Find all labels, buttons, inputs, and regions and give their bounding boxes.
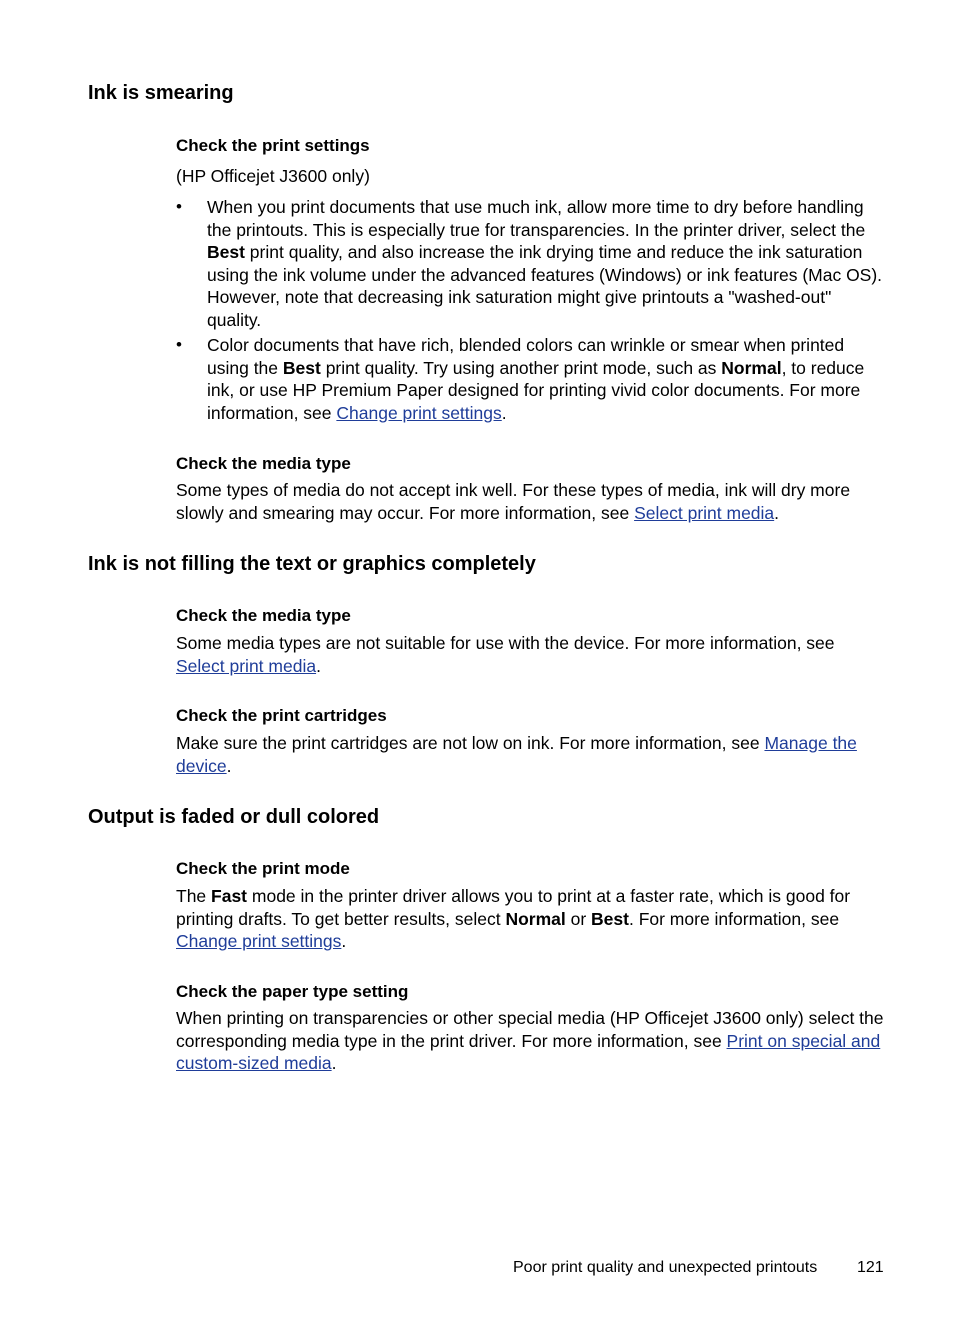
- section-heading-ink-not-filling: Ink is not filling the text or graphics completely: [88, 553, 536, 575]
- subheading-check-print-settings: Check the print settings: [176, 136, 370, 155]
- subheading-check-media-type: Check the media type: [176, 454, 351, 473]
- manage-device-link[interactable]: Manage the device: [176, 733, 857, 776]
- bullet-item-rich-colors: Color documents that have rich, blended colors can wrinkle or smear when printed using the Best print quality. Try using another print mode, such as Normal, to reduce ink, or use HP Premium Paper designed for printing vivid color documents. For more information, see Change print settings.: [207, 335, 865, 423]
- paragraph-media-suitability: Some media types are not suitable for use with the device. For more information, see Select print media.: [176, 633, 835, 676]
- paragraph-paper-type: When printing on transparencies or other special media (HP Officejet J3600 only) select the corresponding media type in the print driver. For more information, see Print on special and custom-sized media.: [176, 1008, 884, 1073]
- section-heading-ink-smearing: Ink is smearing: [88, 82, 234, 104]
- select-print-media-link[interactable]: Select print media: [634, 502, 775, 523]
- footer-page-number: 121: [857, 1259, 884, 1276]
- bullet-item-drying-time: When you print documents that use much ink, allow more time to dry before handling the printouts. This is especially true for transparencies. In the printer driver, select the Best print quality, and also increase the ink drying time and reduce the ink saturation using the ink volume under the advanced features (Windows) or ink features (Mac OS). However, note that decreasing ink saturation might give printouts a "washed-out" quality.: [207, 197, 883, 330]
- print-special-media-link[interactable]: Print on special and custom-sized media: [176, 1030, 881, 1073]
- bullet-marker: •: [176, 335, 182, 354]
- subheading-check-print-cartridges: Check the print cartridges: [176, 706, 387, 725]
- change-print-settings-link[interactable]: Change print settings: [176, 931, 342, 951]
- change-print-settings-link[interactable]: Change print settings: [336, 402, 502, 423]
- subheading-check-paper-type: Check the paper type setting: [176, 982, 409, 1001]
- subheading-check-print-mode: Check the print mode: [176, 859, 350, 878]
- bullet-marker: •: [176, 197, 182, 216]
- paragraph-print-mode: The Fast mode in the printer driver allows you to print at a faster rate, which is good for printing drafts. To get better results, select Normal or Best. For more information, see Change print settings.: [176, 886, 851, 951]
- footer-chapter-title: Poor print quality and unexpected printouts: [513, 1259, 818, 1276]
- select-print-media-link[interactable]: Select print media: [176, 655, 317, 676]
- subheading-check-media-type: Check the media type: [176, 606, 351, 625]
- model-note: (HP Officejet J3600 only): [176, 166, 370, 186]
- paragraph-cartridges: Make sure the print cartridges are not low on ink. For more information, see Manage the device.: [176, 733, 857, 776]
- section-heading-output-faded: Output is faded or dull colored: [88, 806, 380, 828]
- paragraph-media-ink: Some types of media do not accept ink well. For these types of media, ink will dry more slowly and smearing may occur. For more information, see Select print media.: [176, 480, 851, 523]
